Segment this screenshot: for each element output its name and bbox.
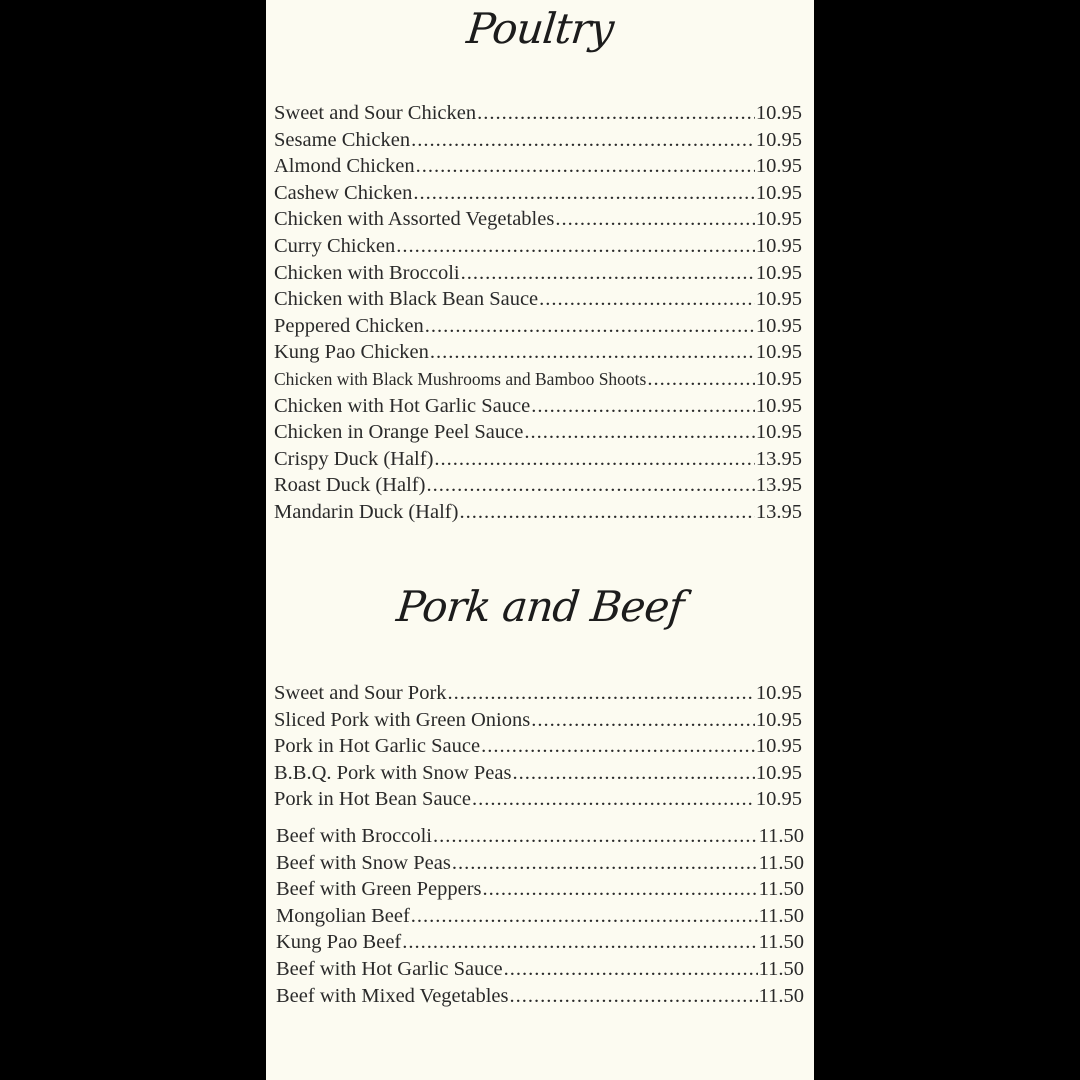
dot-leader bbox=[416, 155, 755, 178]
item-name: Curry Chicken bbox=[274, 234, 396, 257]
item-name: Sweet and Sour Chicken bbox=[274, 102, 477, 124]
item-name: B.B.Q. Pork with Snow Peas bbox=[274, 761, 512, 784]
menu-item bbox=[276, 825, 804, 852]
menu-item bbox=[274, 788, 802, 815]
item-name: Beef with Snow Peas bbox=[276, 851, 451, 874]
item-name: Sesame Chicken bbox=[274, 128, 411, 151]
dot-leader bbox=[531, 395, 755, 418]
dot-leader bbox=[411, 129, 755, 152]
item-name: Chicken with Black Mushrooms and Bamboo Shoots bbox=[274, 368, 647, 389]
item-name: Chicken with Black Bean Sauce bbox=[274, 288, 539, 311]
item-name: Beef with Green Peppers bbox=[276, 878, 482, 901]
menu-item bbox=[274, 709, 802, 736]
item-price: 11.50 bbox=[758, 957, 804, 980]
item-price: 11.50 bbox=[758, 825, 804, 847]
item-price: 11.50 bbox=[758, 984, 804, 1007]
dot-leader bbox=[411, 905, 758, 928]
menu-item bbox=[274, 448, 802, 475]
item-name: Chicken with Hot Garlic Sauce bbox=[274, 394, 531, 417]
item-price: 10.95 bbox=[755, 367, 802, 390]
menu-item bbox=[274, 735, 802, 762]
menu-item bbox=[274, 129, 802, 156]
item-price: 10.95 bbox=[755, 208, 802, 231]
dot-leader bbox=[483, 878, 758, 901]
item-name: Pork in Hot Garlic Sauce bbox=[274, 735, 481, 758]
menu-item bbox=[276, 905, 804, 932]
dot-leader bbox=[434, 448, 754, 471]
menu-item bbox=[276, 931, 804, 958]
item-name: Kung Pao Beef bbox=[276, 931, 402, 954]
item-name: Beef with Mixed Vegetables bbox=[276, 984, 509, 1007]
item-price: 11.50 bbox=[758, 904, 804, 927]
menu-item bbox=[276, 852, 804, 879]
menu-item bbox=[274, 395, 802, 422]
dot-leader bbox=[481, 735, 755, 758]
menu-item bbox=[274, 341, 802, 368]
dot-leader bbox=[509, 985, 757, 1008]
item-price: 11.50 bbox=[758, 878, 804, 901]
dot-leader bbox=[461, 262, 755, 285]
menu-item bbox=[276, 878, 804, 905]
menu-item bbox=[274, 762, 802, 789]
item-price: 10.95 bbox=[755, 288, 802, 311]
item-price: 10.95 bbox=[755, 708, 802, 731]
item-name: Pork in Hot Bean Sauce bbox=[274, 788, 471, 811]
item-price: 13.95 bbox=[755, 447, 802, 470]
menu-item bbox=[276, 985, 804, 1012]
item-price: 11.50 bbox=[758, 851, 804, 874]
dot-leader bbox=[504, 958, 758, 981]
item-price: 13.95 bbox=[755, 500, 802, 523]
menu-item bbox=[274, 288, 802, 315]
pork-menu-list bbox=[274, 682, 802, 815]
poultry-menu-list bbox=[274, 102, 802, 528]
item-price: 10.95 bbox=[755, 421, 802, 444]
item-name: Chicken with Assorted Vegetables bbox=[274, 208, 555, 231]
item-name: Mandarin Duck (Half) bbox=[274, 500, 459, 523]
item-name: Sweet and Sour Pork bbox=[274, 682, 447, 704]
menu-item bbox=[274, 421, 802, 448]
dot-leader bbox=[426, 474, 754, 497]
item-price: 13.95 bbox=[755, 474, 802, 497]
section-title-pork-and-beef: Pork and Beef bbox=[394, 582, 686, 631]
item-name: Chicken with Broccoli bbox=[274, 261, 460, 284]
dot-leader bbox=[539, 288, 755, 311]
dot-leader bbox=[555, 208, 755, 231]
dot-leader bbox=[647, 368, 755, 391]
menu-item bbox=[274, 315, 802, 342]
dot-leader bbox=[524, 421, 755, 444]
menu-item bbox=[274, 155, 802, 182]
item-name: Mongolian Beef bbox=[276, 904, 410, 927]
item-price: 10.95 bbox=[755, 102, 802, 124]
menu-page bbox=[266, 0, 814, 1080]
item-name: Sliced Pork with Green Onions bbox=[274, 708, 531, 731]
menu-item bbox=[274, 235, 802, 262]
dot-leader bbox=[531, 709, 755, 732]
section-title-poultry: Poultry bbox=[464, 4, 616, 53]
item-name: Beef with Broccoli bbox=[276, 825, 432, 847]
dot-leader bbox=[448, 682, 755, 705]
menu-item bbox=[276, 958, 804, 985]
item-price: 10.95 bbox=[755, 788, 802, 811]
menu-item bbox=[274, 208, 802, 235]
menu-item bbox=[274, 501, 802, 528]
dot-leader bbox=[430, 341, 755, 364]
item-name: Beef with Hot Garlic Sauce bbox=[276, 957, 503, 980]
dot-leader bbox=[425, 315, 755, 338]
item-price: 10.95 bbox=[755, 181, 802, 204]
dot-leader bbox=[396, 235, 755, 258]
item-name: Crispy Duck (Half) bbox=[274, 447, 434, 470]
item-name: Almond Chicken bbox=[274, 155, 415, 178]
item-name: Cashew Chicken bbox=[274, 181, 413, 204]
menu-item bbox=[274, 182, 802, 209]
dot-leader bbox=[452, 852, 758, 875]
item-name: Roast Duck (Half) bbox=[274, 474, 426, 497]
item-price: 10.95 bbox=[755, 682, 802, 704]
menu-item bbox=[274, 682, 802, 709]
item-price: 10.95 bbox=[755, 155, 802, 178]
item-price: 10.95 bbox=[755, 128, 802, 151]
dot-leader bbox=[402, 931, 757, 954]
dot-leader bbox=[433, 825, 758, 848]
item-name: Chicken in Orange Peel Sauce bbox=[274, 421, 524, 444]
item-name: Kung Pao Chicken bbox=[274, 341, 429, 364]
item-price: 10.95 bbox=[755, 394, 802, 417]
menu-item bbox=[274, 102, 802, 129]
item-price: 10.95 bbox=[755, 341, 802, 364]
dot-leader bbox=[413, 182, 755, 205]
menu-item bbox=[274, 262, 802, 289]
item-price: 10.95 bbox=[755, 261, 802, 284]
item-price: 10.95 bbox=[755, 234, 802, 257]
beef-menu-list bbox=[276, 825, 804, 1011]
item-price: 10.95 bbox=[755, 761, 802, 784]
item-name: Peppered Chicken bbox=[274, 314, 424, 337]
dot-leader bbox=[472, 788, 755, 811]
item-price: 11.50 bbox=[758, 931, 804, 954]
dot-leader bbox=[512, 762, 754, 785]
item-price: 10.95 bbox=[755, 314, 802, 337]
menu-item bbox=[274, 368, 802, 395]
dot-leader bbox=[477, 102, 755, 125]
menu-item bbox=[274, 474, 802, 501]
dot-leader bbox=[459, 501, 754, 524]
item-price: 10.95 bbox=[755, 735, 802, 758]
